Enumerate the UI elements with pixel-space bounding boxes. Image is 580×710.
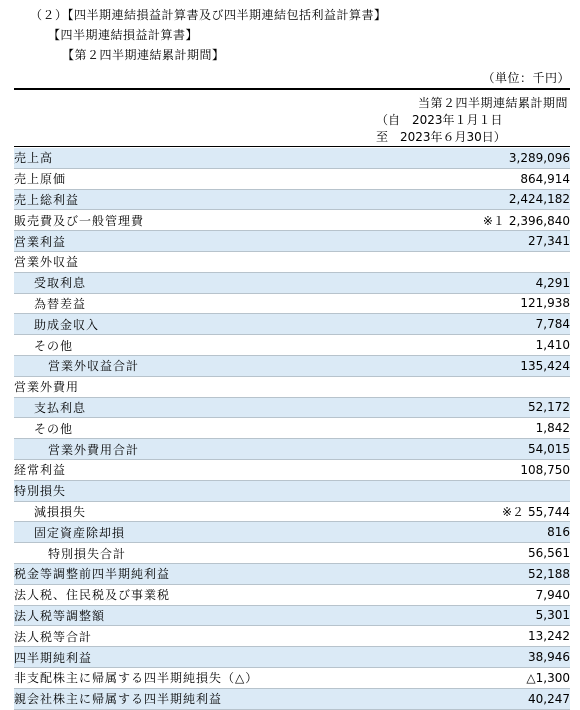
row-value	[354, 168, 570, 189]
row-value	[354, 148, 570, 168]
row-value	[354, 355, 570, 376]
row-label: 経常利益	[14, 459, 354, 480]
column-header-period: 当第２四半期連結累計期間	[417, 96, 568, 110]
row-label: 法人税等合計	[14, 626, 354, 647]
table-row	[14, 355, 570, 376]
table-row	[14, 231, 570, 252]
row-value-text: 121,938	[520, 296, 570, 311]
table-row	[14, 439, 570, 460]
column-header	[362, 95, 568, 146]
row-value	[354, 584, 570, 605]
row-label: 親会社株主に帰属する四半期純利益	[14, 688, 354, 709]
row-label: 助成金収入	[14, 314, 354, 335]
row-value	[354, 251, 570, 272]
row-label: 減損損失	[14, 501, 354, 522]
table-row	[14, 688, 570, 709]
row-label: 支払利息	[14, 397, 354, 418]
row-value-text: 38,946	[528, 650, 570, 665]
table-row	[14, 293, 570, 314]
table-row	[14, 168, 570, 189]
row-value-text: 1,410	[535, 338, 570, 353]
row-value-text: 56,561	[528, 546, 570, 561]
row-value-text: 2,424,182	[508, 192, 570, 207]
row-value-text: 5,301	[535, 608, 570, 623]
row-label: 営業外収益合計	[14, 355, 354, 376]
table-row	[14, 522, 570, 543]
row-value-text: 40,247	[528, 691, 570, 706]
table-row	[14, 480, 570, 501]
row-value-text: 7,940	[535, 587, 570, 602]
row-value	[354, 210, 570, 231]
row-value	[354, 605, 570, 626]
column-header-to: 至 2023年６月30日）	[376, 130, 506, 144]
table-row	[14, 584, 570, 605]
table-row	[14, 251, 570, 272]
row-value-text: 2,396,840	[508, 213, 570, 228]
table-row	[14, 543, 570, 564]
row-value-text: 864,914	[520, 171, 570, 186]
table-row	[14, 189, 570, 210]
table-row	[14, 501, 570, 522]
table-row	[14, 397, 570, 418]
row-label: 税金等調整前四半期純利益	[14, 563, 354, 584]
table-row	[14, 459, 570, 480]
unit-label: （単位：千円）	[482, 71, 570, 85]
row-value	[354, 563, 570, 584]
row-value-text: 55,744	[528, 504, 570, 519]
row-value-text: 135,424	[520, 358, 570, 373]
table-row	[14, 605, 570, 626]
row-value-text: 54,015	[528, 442, 570, 457]
row-value	[354, 688, 570, 709]
statement-subtitle: 【四半期連結損益計算書】	[48, 28, 199, 42]
row-value-text: 7,784	[535, 317, 570, 332]
row-value	[354, 335, 570, 356]
row-value	[354, 418, 570, 439]
table-row	[14, 376, 570, 397]
row-label: 非支配株主に帰属する四半期純損失（△）	[14, 667, 354, 688]
row-label: 販売費及び一般管理費	[14, 210, 354, 231]
row-label: 為替差益	[14, 293, 354, 314]
footnote-marker: ※２	[501, 504, 524, 519]
row-value-text: 816	[547, 525, 570, 540]
row-value	[354, 189, 570, 210]
row-value	[354, 480, 570, 501]
row-label: 売上総利益	[14, 189, 354, 210]
row-value	[354, 501, 570, 522]
table-row	[14, 667, 570, 688]
row-value	[354, 522, 570, 543]
table-row	[14, 563, 570, 584]
header-rule	[14, 146, 570, 147]
row-value	[354, 647, 570, 668]
table-row	[14, 647, 570, 668]
table-row	[14, 626, 570, 647]
row-label: その他	[14, 418, 354, 439]
row-label: 特別損失	[14, 480, 354, 501]
row-value	[354, 439, 570, 460]
row-label: 営業外費用	[14, 376, 354, 397]
row-value	[354, 231, 570, 252]
row-value	[354, 376, 570, 397]
row-value	[354, 397, 570, 418]
row-value	[354, 667, 570, 688]
period-title: 【第２四半期連結累計期間】	[62, 48, 225, 62]
row-value-text: 27,341	[528, 234, 570, 249]
row-value	[354, 314, 570, 335]
table-row	[14, 418, 570, 439]
row-value	[354, 543, 570, 564]
row-value	[354, 293, 570, 314]
row-value	[354, 626, 570, 647]
row-value-text: 4,291	[535, 275, 570, 290]
table-row	[14, 210, 570, 231]
row-label: 法人税等調整額	[14, 605, 354, 626]
row-label: 営業利益	[14, 231, 354, 252]
table-row	[14, 272, 570, 293]
row-value-text: 3,289,096	[508, 150, 570, 165]
row-value-text: △1,300	[526, 670, 570, 685]
row-label: 売上原価	[14, 168, 354, 189]
row-value-text: 52,172	[528, 400, 570, 415]
table-row	[14, 314, 570, 335]
table-top-rule	[14, 88, 570, 90]
row-value-text: 13,242	[528, 629, 570, 644]
row-label: 営業外費用合計	[14, 439, 354, 460]
row-value	[354, 272, 570, 293]
table-row	[14, 335, 570, 356]
row-label: 特別損失合計	[14, 543, 354, 564]
statement-section-title: （２）【四半期連結損益計算書及び四半期連結包括利益計算書】	[30, 8, 387, 22]
row-value-text: 1,842	[535, 421, 570, 436]
row-value	[354, 459, 570, 480]
row-value-text: 52,188	[528, 566, 570, 581]
row-label: その他	[14, 335, 354, 356]
row-label: 営業外収益	[14, 251, 354, 272]
footnote-marker: ※１	[482, 213, 505, 228]
row-label: 固定資産除却損	[14, 522, 354, 543]
row-label: 四半期純利益	[14, 647, 354, 668]
row-label: 受取利息	[14, 272, 354, 293]
column-header-from: （自 2023年１月１日	[376, 113, 503, 127]
row-label: 売上高	[14, 148, 354, 168]
table-row	[14, 148, 570, 168]
income-statement-table	[14, 148, 570, 710]
row-label: 法人税、住民税及び事業税	[14, 584, 354, 605]
row-value-text: 108,750	[520, 462, 570, 477]
